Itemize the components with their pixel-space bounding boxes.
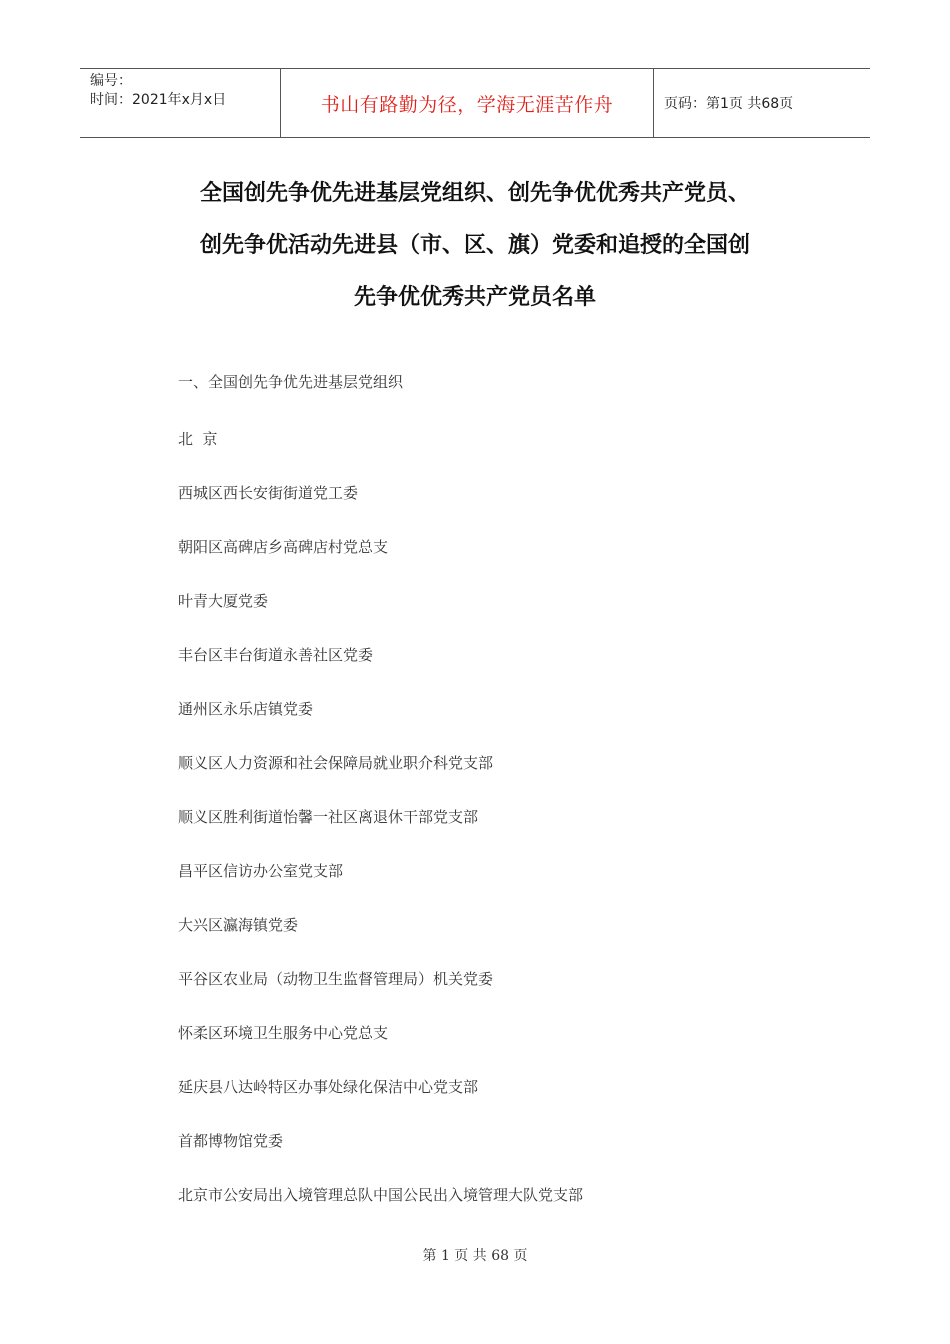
document-number-label: 编号： [90,73,132,89]
document-title [100,168,850,324]
list-item: 昌平区信访办公室党支部 [178,862,344,880]
list-item: 西城区西长安街街道党工委 [178,484,359,502]
list-item: 平谷区农业局（动物卫生监督管理局）机关党委 [178,970,494,988]
list-item: 叶青大厦党委 [178,592,269,610]
header-page-info: 页码：第1页 共68页 [664,96,794,112]
title-line: 创先争优活动先进县（市、区、旗）党委和追授的全国创 [199,233,750,258]
list-item: 北京市公安局出入境管理总队中国公民出入境管理大队党支部 [178,1186,584,1204]
list-item: 朝阳区高碑店乡高碑店村党总支 [178,538,389,556]
list-item: 首都博物馆党委 [178,1132,284,1150]
list-item: 北 京 [178,430,218,448]
list-item: 顺义区人力资源和社会保障局就业职介科党支部 [178,754,494,772]
list-item: 怀柔区环境卫生服务中心党总支 [178,1024,389,1042]
title-line: 先争优优秀共产党员名单 [353,285,596,310]
list-item: 顺义区胜利街道怡馨一社区离退休干部党支部 [178,808,479,826]
organization-list [178,425,583,1235]
page-footer: 第 1 页 共 68 页 [422,1248,528,1264]
list-item: 通州区永乐店镇党委 [178,700,314,718]
section-heading: 一、全国创先争优先进基层党组织 [178,373,404,391]
list-item: 大兴区瀛海镇党委 [178,916,299,934]
header-meta [80,69,281,137]
header-motto: 书山有路勤为径，学海无涯苦作舟 [281,69,654,137]
title-line: 全国创先争优先进基层党组织、创先争优优秀共产党员、 [199,181,750,206]
list-item: 丰台区丰台街道永善社区党委 [178,646,374,664]
list-item: 延庆县八达岭特区办事处绿化保洁中心党支部 [178,1078,479,1096]
document-date-label: 时间：2021年x月x日 [90,92,227,108]
page-header [80,68,870,138]
